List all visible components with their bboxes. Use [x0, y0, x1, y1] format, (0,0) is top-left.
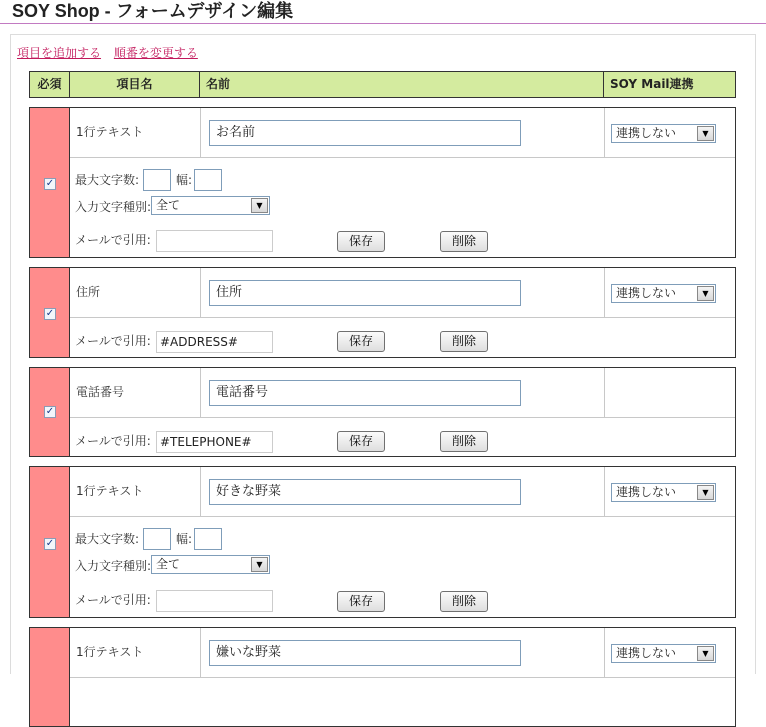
delete-button[interactable]: 削除: [440, 591, 488, 612]
form-item: [29, 107, 736, 258]
item-type: 電話番号: [70, 368, 201, 417]
mail-quote-input[interactable]: #TELEPHONE#: [156, 431, 273, 453]
mail-link-value: 連携しない: [616, 485, 677, 499]
input-type-label: 入力文字種別:: [75, 559, 152, 573]
add-item-link[interactable]: 項目を追加する: [17, 46, 102, 60]
mail-link-cell: [605, 628, 735, 677]
mail-quote-input[interactable]: [156, 230, 273, 252]
input-type-value: 全て: [156, 198, 181, 212]
save-button[interactable]: 保存: [337, 231, 385, 252]
width-label: 幅:: [176, 173, 193, 187]
input-type-value: 全て: [156, 557, 181, 571]
form-item: [29, 267, 736, 358]
save-button[interactable]: 保存: [337, 591, 385, 612]
item-row-main: [70, 467, 735, 517]
mail-link-select[interactable]: [611, 124, 716, 143]
name-cell: [201, 108, 605, 157]
width-input[interactable]: [194, 528, 222, 550]
max-chars-input[interactable]: [143, 528, 171, 550]
action-links: [17, 44, 207, 60]
header-item-name: 項目名: [70, 72, 200, 97]
table-header: [29, 71, 736, 98]
save-button[interactable]: 保存: [337, 331, 385, 352]
item-row-options: [70, 517, 735, 617]
item-name-input[interactable]: 好きな野菜: [209, 479, 521, 505]
mail-link-value: 連携しない: [616, 126, 677, 140]
item-type: 1行テキスト: [70, 628, 201, 677]
input-type-select[interactable]: [151, 196, 270, 215]
width-label: 幅:: [176, 532, 193, 546]
form-item: [29, 367, 736, 457]
required-checkbox[interactable]: ✓: [45, 538, 55, 549]
header-required: 必須: [30, 72, 70, 97]
form-item: [29, 466, 736, 618]
input-type-select[interactable]: [151, 555, 270, 574]
item-name-input[interactable]: 電話番号: [209, 380, 521, 406]
item-type: 1行テキスト: [70, 108, 201, 157]
item-name-input[interactable]: 住所: [209, 280, 521, 306]
max-chars-label: 最大文字数:: [75, 173, 140, 187]
item-name-input[interactable]: お名前: [209, 120, 521, 146]
required-checkbox[interactable]: ✓: [45, 178, 55, 189]
mail-quote-input[interactable]: [156, 590, 273, 612]
item-row-main: [70, 628, 735, 678]
name-cell: [201, 467, 605, 516]
reorder-link[interactable]: 順番を変更する: [113, 46, 198, 60]
mail-link-cell: [605, 108, 735, 157]
max-chars-label: 最大文字数:: [75, 532, 140, 546]
form-item: [29, 627, 736, 727]
item-type: 住所: [70, 268, 201, 317]
mail-quote-label: メールで引用:: [75, 434, 151, 448]
dropdown-arrow-icon: ▼: [697, 286, 714, 301]
header-mail-link: SOY Mail連携: [610, 77, 694, 91]
required-checkbox[interactable]: ✓: [45, 308, 55, 319]
required-checkbox[interactable]: ✓: [45, 406, 55, 417]
item-name-input[interactable]: 嫌いな野菜: [209, 640, 521, 666]
item-type: 1行テキスト: [70, 467, 201, 516]
width-input[interactable]: [194, 169, 222, 191]
mail-link-cell: [605, 268, 735, 317]
mail-link-select[interactable]: [611, 483, 716, 502]
save-button[interactable]: 保存: [337, 431, 385, 452]
item-row-main: [70, 108, 735, 158]
name-cell: [201, 268, 605, 317]
input-type-label: 入力文字種別:: [75, 200, 152, 214]
delete-button[interactable]: 削除: [440, 331, 488, 352]
required-cell: [30, 628, 70, 726]
required-cell: [30, 268, 70, 357]
dropdown-arrow-icon: ▼: [251, 557, 268, 572]
mail-quote-input[interactable]: #ADDRESS#: [156, 331, 273, 353]
dropdown-arrow-icon: ▼: [697, 126, 714, 141]
item-row-options: [70, 418, 735, 456]
mail-quote-label: メールで引用:: [75, 593, 151, 607]
item-row-main: [70, 268, 735, 318]
name-cell: [201, 368, 605, 417]
max-chars-input[interactable]: [143, 169, 171, 191]
mail-link-value: 連携しない: [616, 286, 677, 300]
delete-button[interactable]: 削除: [440, 231, 488, 252]
delete-button[interactable]: 削除: [440, 431, 488, 452]
mail-link-cell: [605, 368, 735, 417]
mail-quote-label: メールで引用:: [75, 233, 151, 247]
item-row-options: [70, 158, 735, 257]
mail-link-value: 連携しない: [616, 646, 677, 660]
name-cell: [201, 628, 605, 677]
mail-quote-label: メールで引用:: [75, 334, 151, 348]
required-cell: [30, 467, 70, 617]
item-row-options: [70, 318, 735, 357]
mail-link-select[interactable]: [611, 644, 716, 663]
dropdown-arrow-icon: ▼: [251, 198, 268, 213]
required-cell: [30, 368, 70, 456]
title-bar: [0, 0, 766, 24]
page-title: SOY Shop - フォームデザイン編集: [12, 1, 294, 21]
required-cell: [30, 108, 70, 257]
dropdown-arrow-icon: ▼: [697, 485, 714, 500]
mail-link-cell: [605, 467, 735, 516]
dropdown-arrow-icon: ▼: [697, 646, 714, 661]
item-row-main: [70, 368, 735, 418]
mail-link-select[interactable]: [611, 284, 716, 303]
header-name: 名前: [200, 72, 604, 97]
